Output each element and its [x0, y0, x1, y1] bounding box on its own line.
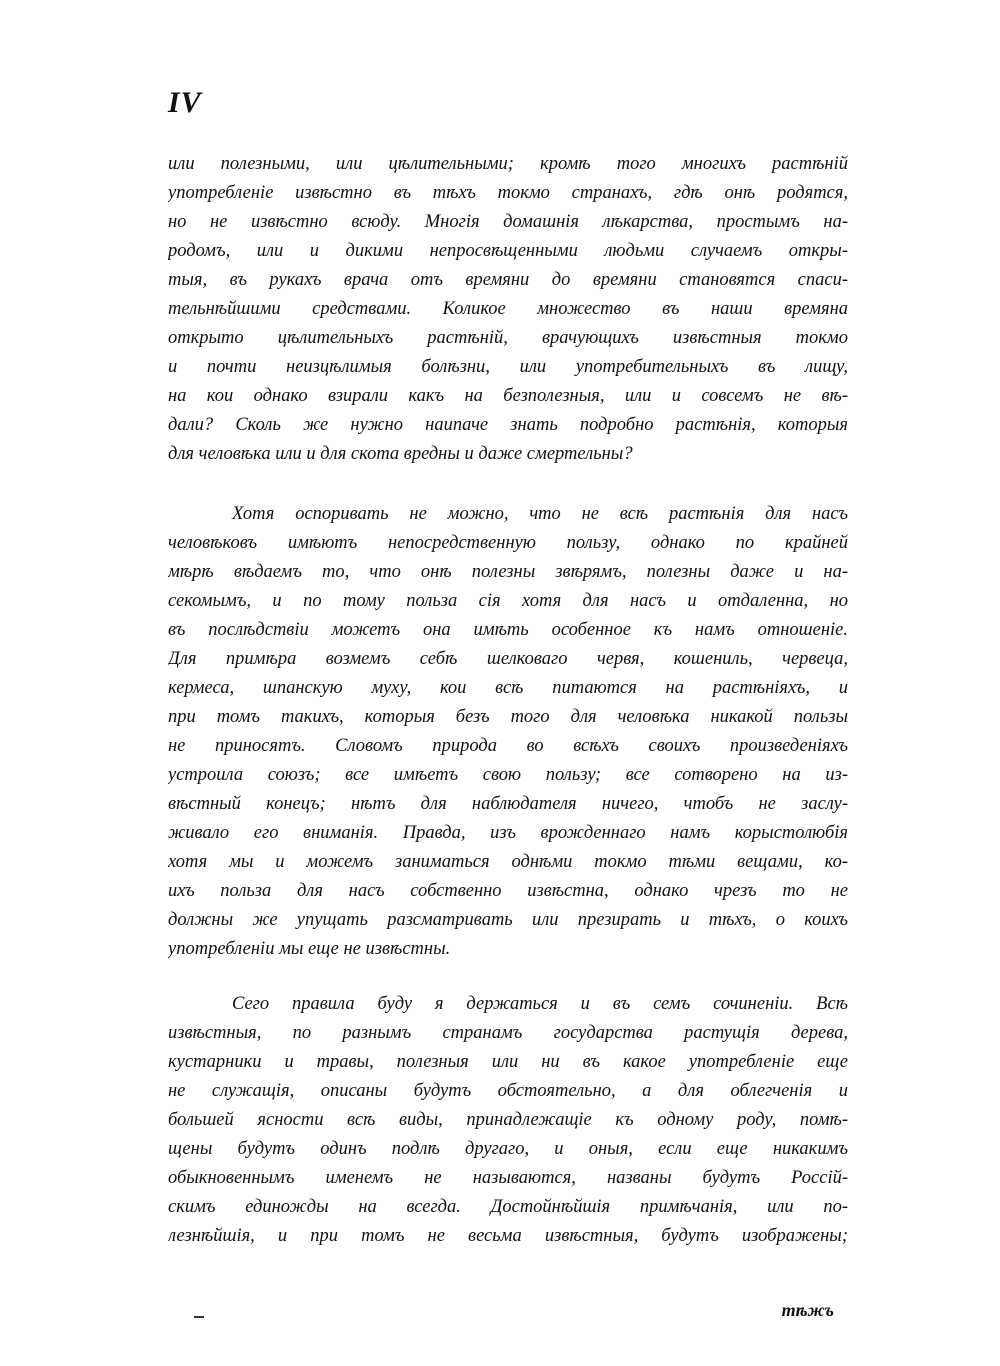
text-line: тыя, въ рукахъ врача отъ времяни до времяни становятся спаси- — [168, 270, 848, 290]
text-line: Хотя оспоривать не можно, что не всѣ растѣнія для насъ — [232, 504, 848, 524]
text-line: на кои однако взирали какъ на безполезныя, или и совсемъ не вѣ- — [168, 386, 848, 406]
text-line: тельнѣйшими средствами. Коликое множество въ наши времяна — [168, 299, 848, 319]
catchword: тѣжъ — [781, 1300, 834, 1320]
text-line: Сего правила буду я держаться и въ семъ сочиненіи. Всѣ — [232, 994, 848, 1014]
text-line: кустарники и травы, полезныя или ни въ какое употребленіе еще — [168, 1052, 848, 1072]
text-line: Для примѣра возмемъ себѣ шелковаго червя, кошениль, червеца, — [168, 649, 848, 669]
paragraph-1 — [168, 150, 848, 469]
footer-dash-mark — [194, 1316, 204, 1318]
text-line: человѣковъ имѣютъ непосредственную пользу, однако по крайней — [168, 533, 848, 553]
text-line: секомымъ, и по тому польза сія хотя для насъ и отдаленна, но — [168, 591, 848, 611]
text-line: скимъ единожды на всегда. Достойнѣйшія примѣчанія, или по- — [168, 1197, 848, 1217]
text-line: живало его вниманія. Правда, изъ врожденнаго намъ корыстолюбія — [168, 823, 848, 843]
text-line: мѣрѣ вѣдаемъ то, что онѣ полезны звѣрямъ, полезны даже и на- — [168, 562, 848, 582]
text-line: вѣстный конецъ; нѣтъ для наблюдателя ничего, чтобъ не заслу- — [168, 794, 848, 814]
text-line: или полезными, или цѣлительными; кромѣ того многихъ растѣній — [168, 154, 848, 174]
text-line: для человѣка или и для скота вредны и даже смертельны? — [168, 444, 633, 464]
paragraph-2 — [168, 500, 848, 964]
text-line: обыкновеннымъ именемъ не называются, названы будутъ Россій- — [168, 1168, 848, 1188]
text-line: кермеса, шпанскую муху, кои всѣ питаются на растѣніяхъ, и — [168, 678, 848, 698]
text-line: не приносятъ. Словомъ природа во всѣхъ своихъ произведеніяхъ — [168, 736, 848, 756]
text-line: открыто цѣлительныхъ растѣній, врачующихъ извѣстныя токмо — [168, 328, 848, 348]
text-line: устроила союзъ; все имѣетъ свою пользу; все сотворено на из- — [168, 765, 848, 785]
text-line: должны же упущать разсматривать или презирать и тѣхъ, о коихъ — [168, 910, 848, 930]
page-number: IV — [168, 86, 202, 119]
text-line: хотя мы и можемъ заниматься однѣми токмо тѣми вещами, ко- — [168, 852, 848, 872]
text-line: ихъ польза для насъ собственно извѣстна, однако чрезъ то не — [168, 881, 848, 901]
text-line: при томъ такихъ, которыя безъ того для человѣка никакой пользы — [168, 707, 848, 727]
text-line: большей ясности всѣ виды, принадлежащіе къ одному роду, помѣ- — [168, 1110, 848, 1130]
text-line: дали? Сколь же нужно наипаче знать подробно растѣнія, которыя — [168, 415, 848, 435]
text-line: и почти неизцѣлимыя болѣзни, или употребительныхъ въ лищу, — [168, 357, 848, 377]
text-line: употребленіе извѣстно въ тѣхъ токмо странахъ, гдѣ онѣ родятся, — [168, 183, 848, 203]
text-line: щены будутъ одинъ подлѣ другаго, и оныя, если еще никакимъ — [168, 1139, 848, 1159]
paragraph-3 — [168, 990, 848, 1251]
text-line: но не извѣстно всюду. Многія домашнія лѣкарства, простымъ на- — [168, 212, 848, 232]
text-line: не служащія, описаны будутъ обстоятельно, а для облегченія и — [168, 1081, 848, 1101]
text-line: употребленіи мы еще не извѣстны. — [168, 939, 451, 959]
text-line: въ послѣдствіи можетъ она имѣть особенное къ намъ отношеніе. — [168, 620, 848, 640]
text-line: лезнѣйшія, и при томъ не весьма извѣстныя, будутъ изображены; — [168, 1226, 848, 1246]
text-line: родомъ, или и дикими непросвѣщенными людьми случаемъ откры- — [168, 241, 848, 261]
text-line: извѣстныя, по разнымъ странамъ государства растущія дерева, — [168, 1023, 848, 1043]
